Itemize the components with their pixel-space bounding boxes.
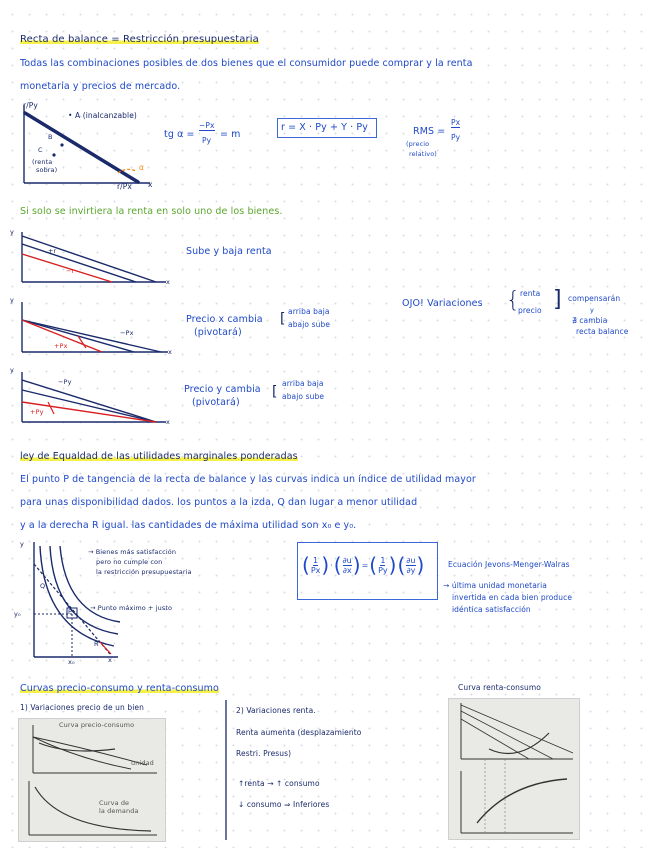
- g2-minus-r: −r: [66, 267, 75, 275]
- g4-bracket: [: [272, 384, 278, 400]
- g4-axis-x: x: [166, 418, 170, 426]
- g3-plus-px: +Px: [54, 342, 68, 350]
- formula-r: r = X · Py + Y · Py: [281, 122, 368, 133]
- rms-note-2: relativo): [409, 150, 437, 158]
- g3-bracket: [: [280, 311, 286, 327]
- g3-b1: arriba baja: [288, 307, 330, 316]
- g1-point-a: • A (inalcanzable): [68, 111, 137, 120]
- section-title-equimarginal: ley de Equaldad de las utilidades marginales ponderadas: [20, 451, 298, 462]
- g5-p: P: [68, 608, 73, 616]
- g1-point-b: B: [48, 133, 53, 141]
- g5-q: Q: [40, 582, 46, 590]
- g5-axis-y: y: [20, 540, 24, 548]
- photo1-demanda-1: Curva de: [99, 799, 130, 807]
- g2-text: Sube y baja renta: [186, 246, 272, 257]
- g1-point-c: C: [38, 146, 43, 154]
- eq-f2-num: ∂u: [342, 555, 352, 565]
- ojo-r1: compensarán: [568, 294, 621, 303]
- formula-tg-den: Py: [202, 136, 212, 145]
- section-title-budget-line: Recta de balance = Restricción presupuestaria: [20, 34, 259, 45]
- para-line-3: y a la derecha R igual. las cantidades de máxima utilidad son x₀ e y₀.: [20, 520, 357, 531]
- rms-den: Py: [451, 133, 461, 142]
- g1-alpha: α: [139, 163, 145, 172]
- formula-tg: tg α =: [164, 129, 195, 140]
- g4-minus-py: −Py: [58, 378, 72, 386]
- g3-text-2: (pivotará): [194, 327, 242, 338]
- intro-line-1: Todas las combinaciones posibles de dos bienes que el consumidor puede comprar y la renta: [20, 58, 473, 69]
- g5-r: R: [94, 640, 99, 648]
- section-title-single-good: Si solo se invirtiera la renta en solo uno de los bienes.: [20, 206, 283, 217]
- rms-label: RMS =: [413, 126, 446, 137]
- g3-b2: abajo sube: [288, 320, 331, 329]
- g5-ann-4: → Punto máximo + justo: [90, 604, 173, 612]
- ojo-r2: y: [590, 306, 594, 314]
- g4-text-1: Precio y cambia: [184, 384, 261, 395]
- price-y-graph: [16, 372, 176, 430]
- g1-c-note-2: sobra): [36, 166, 58, 174]
- price-x-graph: [16, 302, 176, 360]
- eq-f4-num: ∂u: [406, 555, 416, 565]
- sec2-line-1: Renta aumenta (desplazamiento: [236, 728, 362, 737]
- eq-f4-den: ∂y: [406, 565, 416, 575]
- ojo-r4: recta balance: [576, 327, 629, 336]
- eq-f1-den: Px: [310, 565, 321, 575]
- eq-note-1: → última unidad monetaria: [443, 581, 547, 590]
- jevons-equation: ( $\frac{1}{Px}$ ) · ( $\frac{\partial u}{\partial x}$ ) = ( $\frac{1}{Py}$ ) ( $\frac{\partial u}{\partial y}$ ): [302, 553, 425, 577]
- g4-axis-y: y: [10, 366, 14, 374]
- sec3-title: Curva renta-consumo: [458, 683, 541, 692]
- g5-y0: y₀: [14, 610, 21, 618]
- eq-label: Ecuación Jevons-Menger-Walras: [448, 560, 570, 569]
- g1-x-intercept: r/Px: [117, 182, 132, 191]
- g1-c-note-1: (renta: [32, 158, 53, 166]
- g2-axis-x: x: [166, 278, 170, 286]
- eq-f1-num: 1: [313, 555, 319, 565]
- g5-ann-3: la restricción presupuestaria: [96, 568, 192, 576]
- formula-tg-num: −Px: [199, 121, 215, 130]
- eq-f3-num: 1: [380, 555, 386, 565]
- sec1-title: 1) Variaciones precio de un bien: [20, 703, 144, 712]
- g1-axis-x: x: [148, 180, 153, 189]
- photo1-unidad: unidad: [131, 759, 154, 767]
- para-line-2: para unas disponibilidad dados. los puntos a la izda, Q dan lugar a menor utilidad: [20, 497, 418, 508]
- sec2-title: 2) Variaciones renta.: [236, 706, 316, 715]
- ojo-label: OJO! Variaciones: [402, 298, 483, 309]
- photo1-top-label: Curva precio-consumo: [59, 721, 135, 729]
- para-line-1: El punto P de tangencia de la recta de balance y las curvas indica un índice de utilidad mayor: [20, 474, 476, 485]
- g3-minus-px: −Px: [120, 329, 134, 337]
- sec2-line-2: Restri. Presus): [236, 749, 292, 758]
- divider-line: [224, 700, 228, 840]
- eq-note-3: idéntica satisfacción: [452, 605, 531, 614]
- photo1-demanda-2: la demanda: [99, 807, 139, 815]
- rms-num: Px: [451, 118, 461, 127]
- section-title-consumption-curves: Curvas precio-consumo y renta-consumo: [20, 683, 219, 694]
- sec2-line-4: ↓ consumo ⇒ Inferiores: [238, 800, 330, 809]
- g2-plus-r: +r: [48, 247, 57, 255]
- price-consumption-photo: [18, 718, 166, 842]
- g4-text-2: (pivotará): [192, 397, 240, 408]
- sec2-line-3: ↑renta → ↑ consumo: [238, 779, 320, 788]
- g5-ann-1: → Bienes más satisfacción: [88, 548, 177, 556]
- g5-ann-2: pero no cumple con: [96, 558, 163, 566]
- ojo-renta: renta: [520, 289, 541, 298]
- g2-axis-y: y: [10, 228, 14, 236]
- ojo-bracket: ]: [553, 287, 562, 312]
- income-shift-graph: [16, 232, 176, 290]
- g4-plus-py: +Py: [30, 408, 44, 416]
- g4-b2: abajo sube: [282, 392, 325, 401]
- g3-text-1: Precio x cambia: [186, 314, 263, 325]
- eq-note-2: invertida en cada bien produce: [452, 593, 573, 602]
- g5-axis-x: x: [108, 656, 112, 664]
- income-consumption-photo: [448, 698, 580, 840]
- eq-f3-den: Py: [378, 565, 388, 575]
- g3-axis-x: x: [168, 348, 172, 356]
- ojo-brace: {: [506, 288, 521, 313]
- g4-b1: arriba baja: [282, 379, 324, 388]
- intro-line-2: monetaria y precios de mercado.: [20, 81, 181, 92]
- formula-tg-m: = m: [220, 129, 241, 140]
- eq-f2-den: ∂x: [342, 565, 352, 575]
- eq-equals: =: [361, 560, 369, 570]
- ojo-r3: ∄ cambia: [572, 316, 608, 325]
- g1-y-intercept: r/Py: [23, 101, 38, 110]
- rms-note-1: (precio: [406, 140, 430, 148]
- ojo-precio: precio: [518, 306, 542, 315]
- g5-x0: x₀: [68, 658, 75, 666]
- g3-axis-y: y: [10, 296, 14, 304]
